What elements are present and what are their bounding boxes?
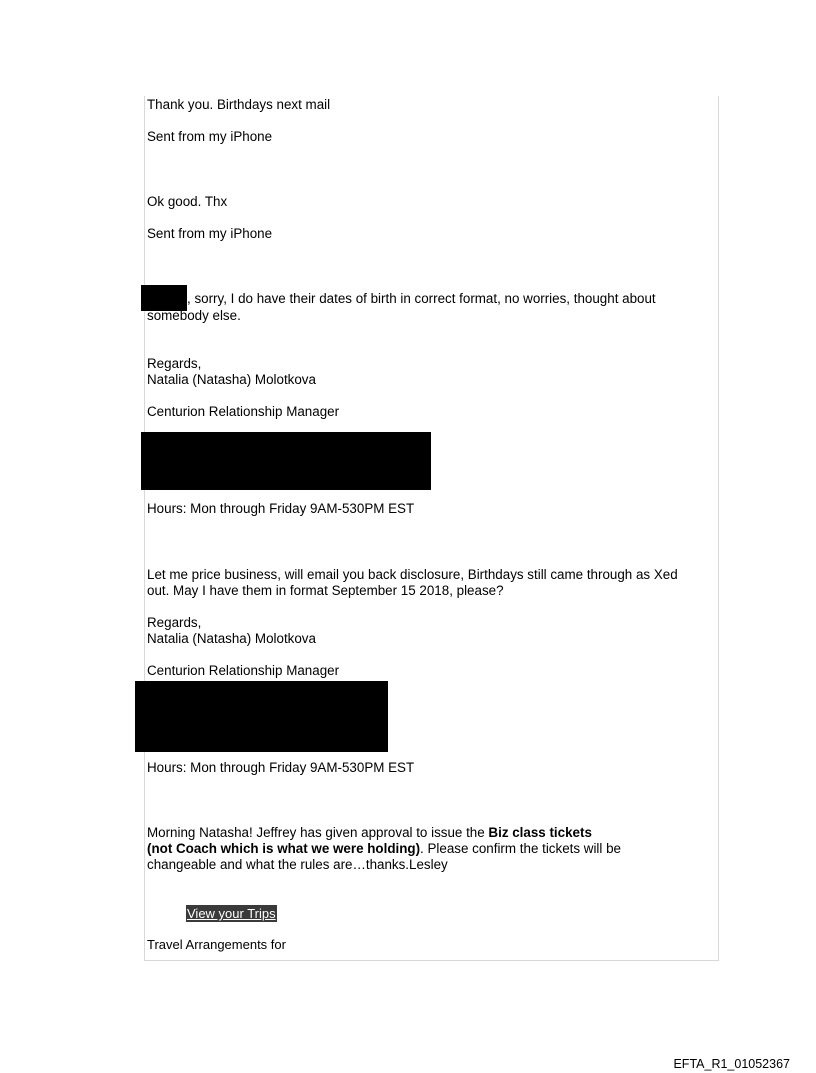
signature-regards: Regards, (147, 615, 202, 630)
travel-arrangements-label: Travel Arrangements for (147, 937, 286, 952)
message-text-bold: Biz class tickets (488, 825, 592, 840)
view-trips-button[interactable]: View your Trips (187, 906, 276, 921)
signature-regards: Regards, (147, 356, 202, 371)
redaction-block (141, 432, 431, 490)
signature-hours: Hours: Mon through Friday 9AM-530PM EST (147, 760, 415, 775)
message-text-part: . Please confirm the tickets will be (420, 841, 621, 856)
message-signature: Sent from my iPhone (147, 129, 273, 144)
message-text: out. May I have them in format September 15 2018, please? (147, 583, 504, 598)
signature-title: Centurion Relationship Manager (147, 404, 340, 419)
signature-hours: Hours: Mon through Friday 9AM-530PM EST (147, 501, 415, 516)
message-text: Let me price business, will email you back disclosure, Birthdays still came through as Xed (147, 567, 678, 582)
document-id: EFTA_R1_01052367 (673, 1057, 790, 1071)
message-text: Thank you. Birthdays next mail (147, 97, 331, 112)
message-text: somebody else. (147, 308, 241, 323)
message-text (147, 841, 621, 857)
message-text: , sorry, I do have their dates of birth in correct format, no worries, thought about (187, 291, 656, 306)
message-text (147, 825, 592, 841)
message-text: changeable and what the rules are…thanks.Lesley (147, 857, 448, 872)
message-text-part: Morning Natasha! Jeffrey has given approval to issue the (147, 825, 489, 840)
signature-title: Centurion Relationship Manager (147, 663, 340, 678)
signature-name: Natalia (Natasha) Molotkova (147, 631, 316, 646)
message-text: Ok good. Thx (147, 194, 228, 209)
redaction-block (135, 681, 388, 752)
message-signature: Sent from my iPhone (147, 226, 273, 241)
signature-name: Natalia (Natasha) Molotkova (147, 372, 316, 387)
message-text-bold: (not Coach which is what we were holding) (147, 841, 421, 856)
